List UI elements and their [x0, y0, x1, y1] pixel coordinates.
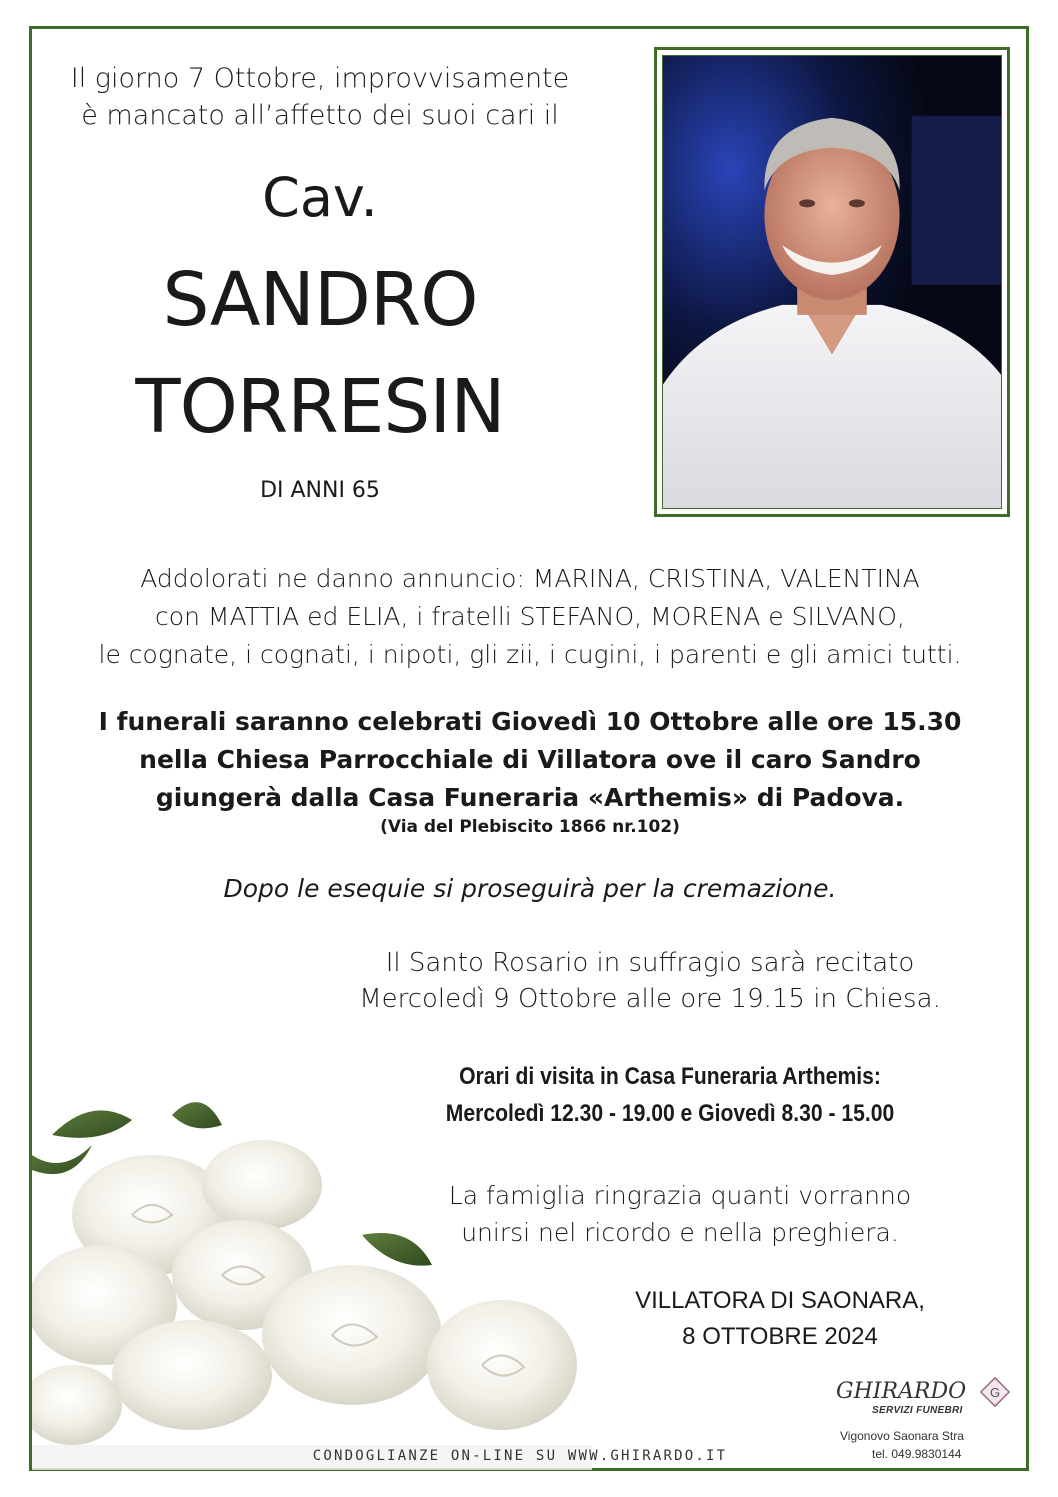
rosary-info — [330, 945, 970, 1017]
logo-subtitle: SERVIZI FUNEBRI — [872, 1405, 963, 1416]
date-line: 8 OTTOBRE 2024 — [682, 1323, 878, 1350]
thanks-text — [360, 1177, 1000, 1251]
place-line: VILLATORA DI SAONARA, — [635, 1287, 925, 1314]
logo-locations: Vigonovo Saonara Stra — [840, 1429, 964, 1443]
funeral-line: giungerà dalla Casa Funeraria «Arthemis» di Padova. — [155, 783, 905, 812]
first-name: SANDRO — [162, 257, 478, 343]
logo-name: GHIRARDO — [836, 1379, 967, 1404]
logo-phone: tel. 049.9830144 — [872, 1447, 962, 1461]
portrait-photo-frame — [654, 47, 1010, 517]
visiting-line: Mercoledì 12.30 - 19.00 e Giovedì 8.30 - 15.00 — [445, 1100, 895, 1127]
intro-line: è mancato all’affetto dei suoi cari il — [81, 100, 559, 131]
funeral-info — [50, 703, 1010, 817]
intro-line: Il giorno 7 Ottobre, improvvisamente — [70, 63, 570, 94]
honorific-title: Cav. — [262, 166, 378, 229]
funeral-line: I funerali saranno celebrati Giovedì 10 Ottobre alle ore 15.30 — [98, 707, 962, 736]
funeral-line: nella Chiesa Parrocchiale di Villatora ove il caro Sandro — [139, 745, 921, 774]
last-name: TORRESIN — [135, 364, 505, 450]
visiting-hours — [415, 1058, 925, 1132]
place-date — [560, 1283, 1000, 1355]
ghirardo-logo — [820, 1375, 1020, 1465]
online-condolences-footer: CONDOGLIANZE ON-LINE SU WWW.GHIRARDO.IT — [312, 1448, 728, 1464]
portrait-photo — [662, 55, 1002, 509]
announcement-line: Addolorati ne danno annuncio: MARINA, CRISTINA, VALENTINA — [140, 564, 920, 593]
visiting-line: Orari di visita in Casa Funeraria Arthemis: — [459, 1063, 881, 1090]
rosary-line: Mercoledì 9 Ottobre alle ore 19.15 in Chiesa. — [359, 984, 941, 1014]
white-roses-image — [32, 1075, 592, 1470]
intro-text — [40, 60, 600, 134]
announcement-line: con MATTIA ed ELIA, i fratelli STEFANO, MORENA e SILVANO, — [155, 602, 905, 631]
age-text: DI ANNI 65 — [260, 478, 380, 503]
funeral-home-address: (Via del Plebiscito 1866 nr.102) — [380, 817, 680, 837]
cremation-note: Dopo le esequie si proseguirà per la cremazione. — [223, 874, 837, 903]
announcement-text — [50, 560, 1010, 674]
logo-diamond-icon — [978, 1375, 1012, 1409]
thanks-line: La famiglia ringrazia quanti vorranno — [448, 1181, 912, 1210]
logo-mark-letter: G — [989, 1385, 1001, 1400]
rosary-line: Il Santo Rosario in suffragio sarà recitato — [385, 948, 915, 978]
announcement-line: le cognate, i cognati, i nipoti, gli zii, i cugini, i parenti e gli amici tutti. — [98, 640, 962, 669]
thanks-line: unirsi nel ricordo e nella preghiera. — [461, 1218, 899, 1247]
